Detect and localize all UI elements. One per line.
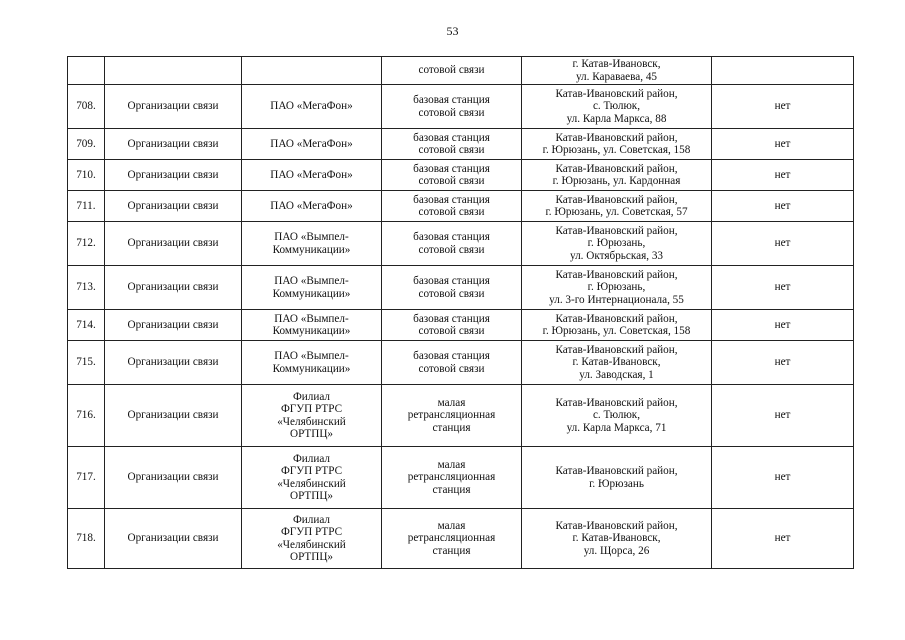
- address-cell: Катав-Ивановский район, г. Юрюзань, ул. Октябрьская, 33: [522, 222, 712, 266]
- table-row: [68, 129, 854, 160]
- table-row: [68, 310, 854, 341]
- facility-type-cell: базовая станция сотовой связи: [382, 266, 522, 310]
- facility-type-cell: базовая станция сотовой связи: [382, 160, 522, 191]
- address-cell: г. Катав-Ивановск, ул. Караваева, 45: [522, 57, 712, 85]
- facility-type-cell: базовая станция сотовой связи: [382, 85, 522, 129]
- owner-cell: Филиал ФГУП РТРС «Челябинский ОРТПЦ»: [242, 385, 382, 447]
- facility-type-cell: сотовой связи: [382, 57, 522, 85]
- category-cell: Организации связи: [105, 222, 242, 266]
- table-row: [68, 222, 854, 266]
- address-cell: Катав-Ивановский район, с. Тюлюк, ул. Карла Маркса, 88: [522, 85, 712, 129]
- facility-type-cell: базовая станция сотовой связи: [382, 310, 522, 341]
- table-row: [68, 447, 854, 509]
- facility-type-cell: базовая станция сотовой связи: [382, 341, 522, 385]
- address-cell: Катав-Ивановский район, с. Тюлюк, ул. Карла Маркса, 71: [522, 385, 712, 447]
- note-cell: нет: [712, 222, 854, 266]
- note-cell: нет: [712, 310, 854, 341]
- table-row: [68, 191, 854, 222]
- table-row: [68, 385, 854, 447]
- category-cell: Организации связи: [105, 191, 242, 222]
- row-number: 711.: [68, 191, 105, 222]
- owner-cell: ПАО «МегаФон»: [242, 160, 382, 191]
- facility-type-cell: малая ретрансляционная станция: [382, 447, 522, 509]
- category-cell: [105, 57, 242, 85]
- owner-cell: ПАО «Вымпел- Коммуникации»: [242, 266, 382, 310]
- table-row: [68, 341, 854, 385]
- owner-cell: [242, 57, 382, 85]
- row-number: 708.: [68, 85, 105, 129]
- address-cell: Катав-Ивановский район, г. Юрюзань, ул. Советская, 57: [522, 191, 712, 222]
- category-cell: Организации связи: [105, 447, 242, 509]
- row-number: 713.: [68, 266, 105, 310]
- owner-cell: ПАО «Вымпел- Коммуникации»: [242, 310, 382, 341]
- table-row: [68, 160, 854, 191]
- address-cell: Катав-Ивановский район, г. Юрюзань, ул. Советская, 158: [522, 129, 712, 160]
- facility-type-cell: малая ретрансляционная станция: [382, 385, 522, 447]
- note-cell: нет: [712, 191, 854, 222]
- category-cell: Организации связи: [105, 266, 242, 310]
- category-cell: Организации связи: [105, 385, 242, 447]
- table-row: [68, 509, 854, 569]
- note-cell: нет: [712, 509, 854, 569]
- note-cell: нет: [712, 129, 854, 160]
- page-number: 53: [446, 24, 459, 38]
- note-cell: [712, 57, 854, 85]
- category-cell: Организации связи: [105, 341, 242, 385]
- table-body: [68, 57, 854, 569]
- continuation-row: [68, 57, 854, 85]
- owner-cell: ПАО «МегаФон»: [242, 129, 382, 160]
- owner-cell: ПАО «МегаФон»: [242, 85, 382, 129]
- note-cell: нет: [712, 85, 854, 129]
- category-cell: Организации связи: [105, 129, 242, 160]
- row-number: 718.: [68, 509, 105, 569]
- table-row: [68, 85, 854, 129]
- note-cell: нет: [712, 447, 854, 509]
- row-number: 709.: [68, 129, 105, 160]
- address-cell: Катав-Ивановский район, г. Катав-Ивановск, ул. Заводская, 1: [522, 341, 712, 385]
- address-cell: Катав-Ивановский район, г. Юрюзань, ул. 3-го Интернационала, 55: [522, 266, 712, 310]
- row-number: 714.: [68, 310, 105, 341]
- note-cell: нет: [712, 266, 854, 310]
- note-cell: нет: [712, 341, 854, 385]
- category-cell: Организации связи: [105, 310, 242, 341]
- note-cell: нет: [712, 385, 854, 447]
- facility-type-cell: базовая станция сотовой связи: [382, 129, 522, 160]
- facilities-table: [67, 56, 854, 569]
- facility-type-cell: малая ретрансляционная станция: [382, 509, 522, 569]
- category-cell: Организации связи: [105, 85, 242, 129]
- facility-type-cell: базовая станция сотовой связи: [382, 222, 522, 266]
- row-number: 716.: [68, 385, 105, 447]
- row-number: [68, 57, 105, 85]
- note-cell: нет: [712, 160, 854, 191]
- address-cell: Катав-Ивановский район, г. Юрюзань: [522, 447, 712, 509]
- row-number: 715.: [68, 341, 105, 385]
- address-cell: Катав-Ивановский район, г. Юрюзань, ул. Кардонная: [522, 160, 712, 191]
- table-row: [68, 266, 854, 310]
- owner-cell: Филиал ФГУП РТРС «Челябинский ОРТПЦ»: [242, 447, 382, 509]
- owner-cell: ПАО «МегаФон»: [242, 191, 382, 222]
- address-cell: Катав-Ивановский район, г. Катав-Ивановск, ул. Щорса, 26: [522, 509, 712, 569]
- owner-cell: ПАО «Вымпел- Коммуникации»: [242, 222, 382, 266]
- address-cell: Катав-Ивановский район, г. Юрюзань, ул. Советская, 158: [522, 310, 712, 341]
- facility-type-cell: базовая станция сотовой связи: [382, 191, 522, 222]
- row-number: 717.: [68, 447, 105, 509]
- owner-cell: Филиал ФГУП РТРС «Челябинский ОРТПЦ»: [242, 509, 382, 569]
- category-cell: Организации связи: [105, 509, 242, 569]
- row-number: 712.: [68, 222, 105, 266]
- owner-cell: ПАО «Вымпел- Коммуникации»: [242, 341, 382, 385]
- row-number: 710.: [68, 160, 105, 191]
- category-cell: Организации связи: [105, 160, 242, 191]
